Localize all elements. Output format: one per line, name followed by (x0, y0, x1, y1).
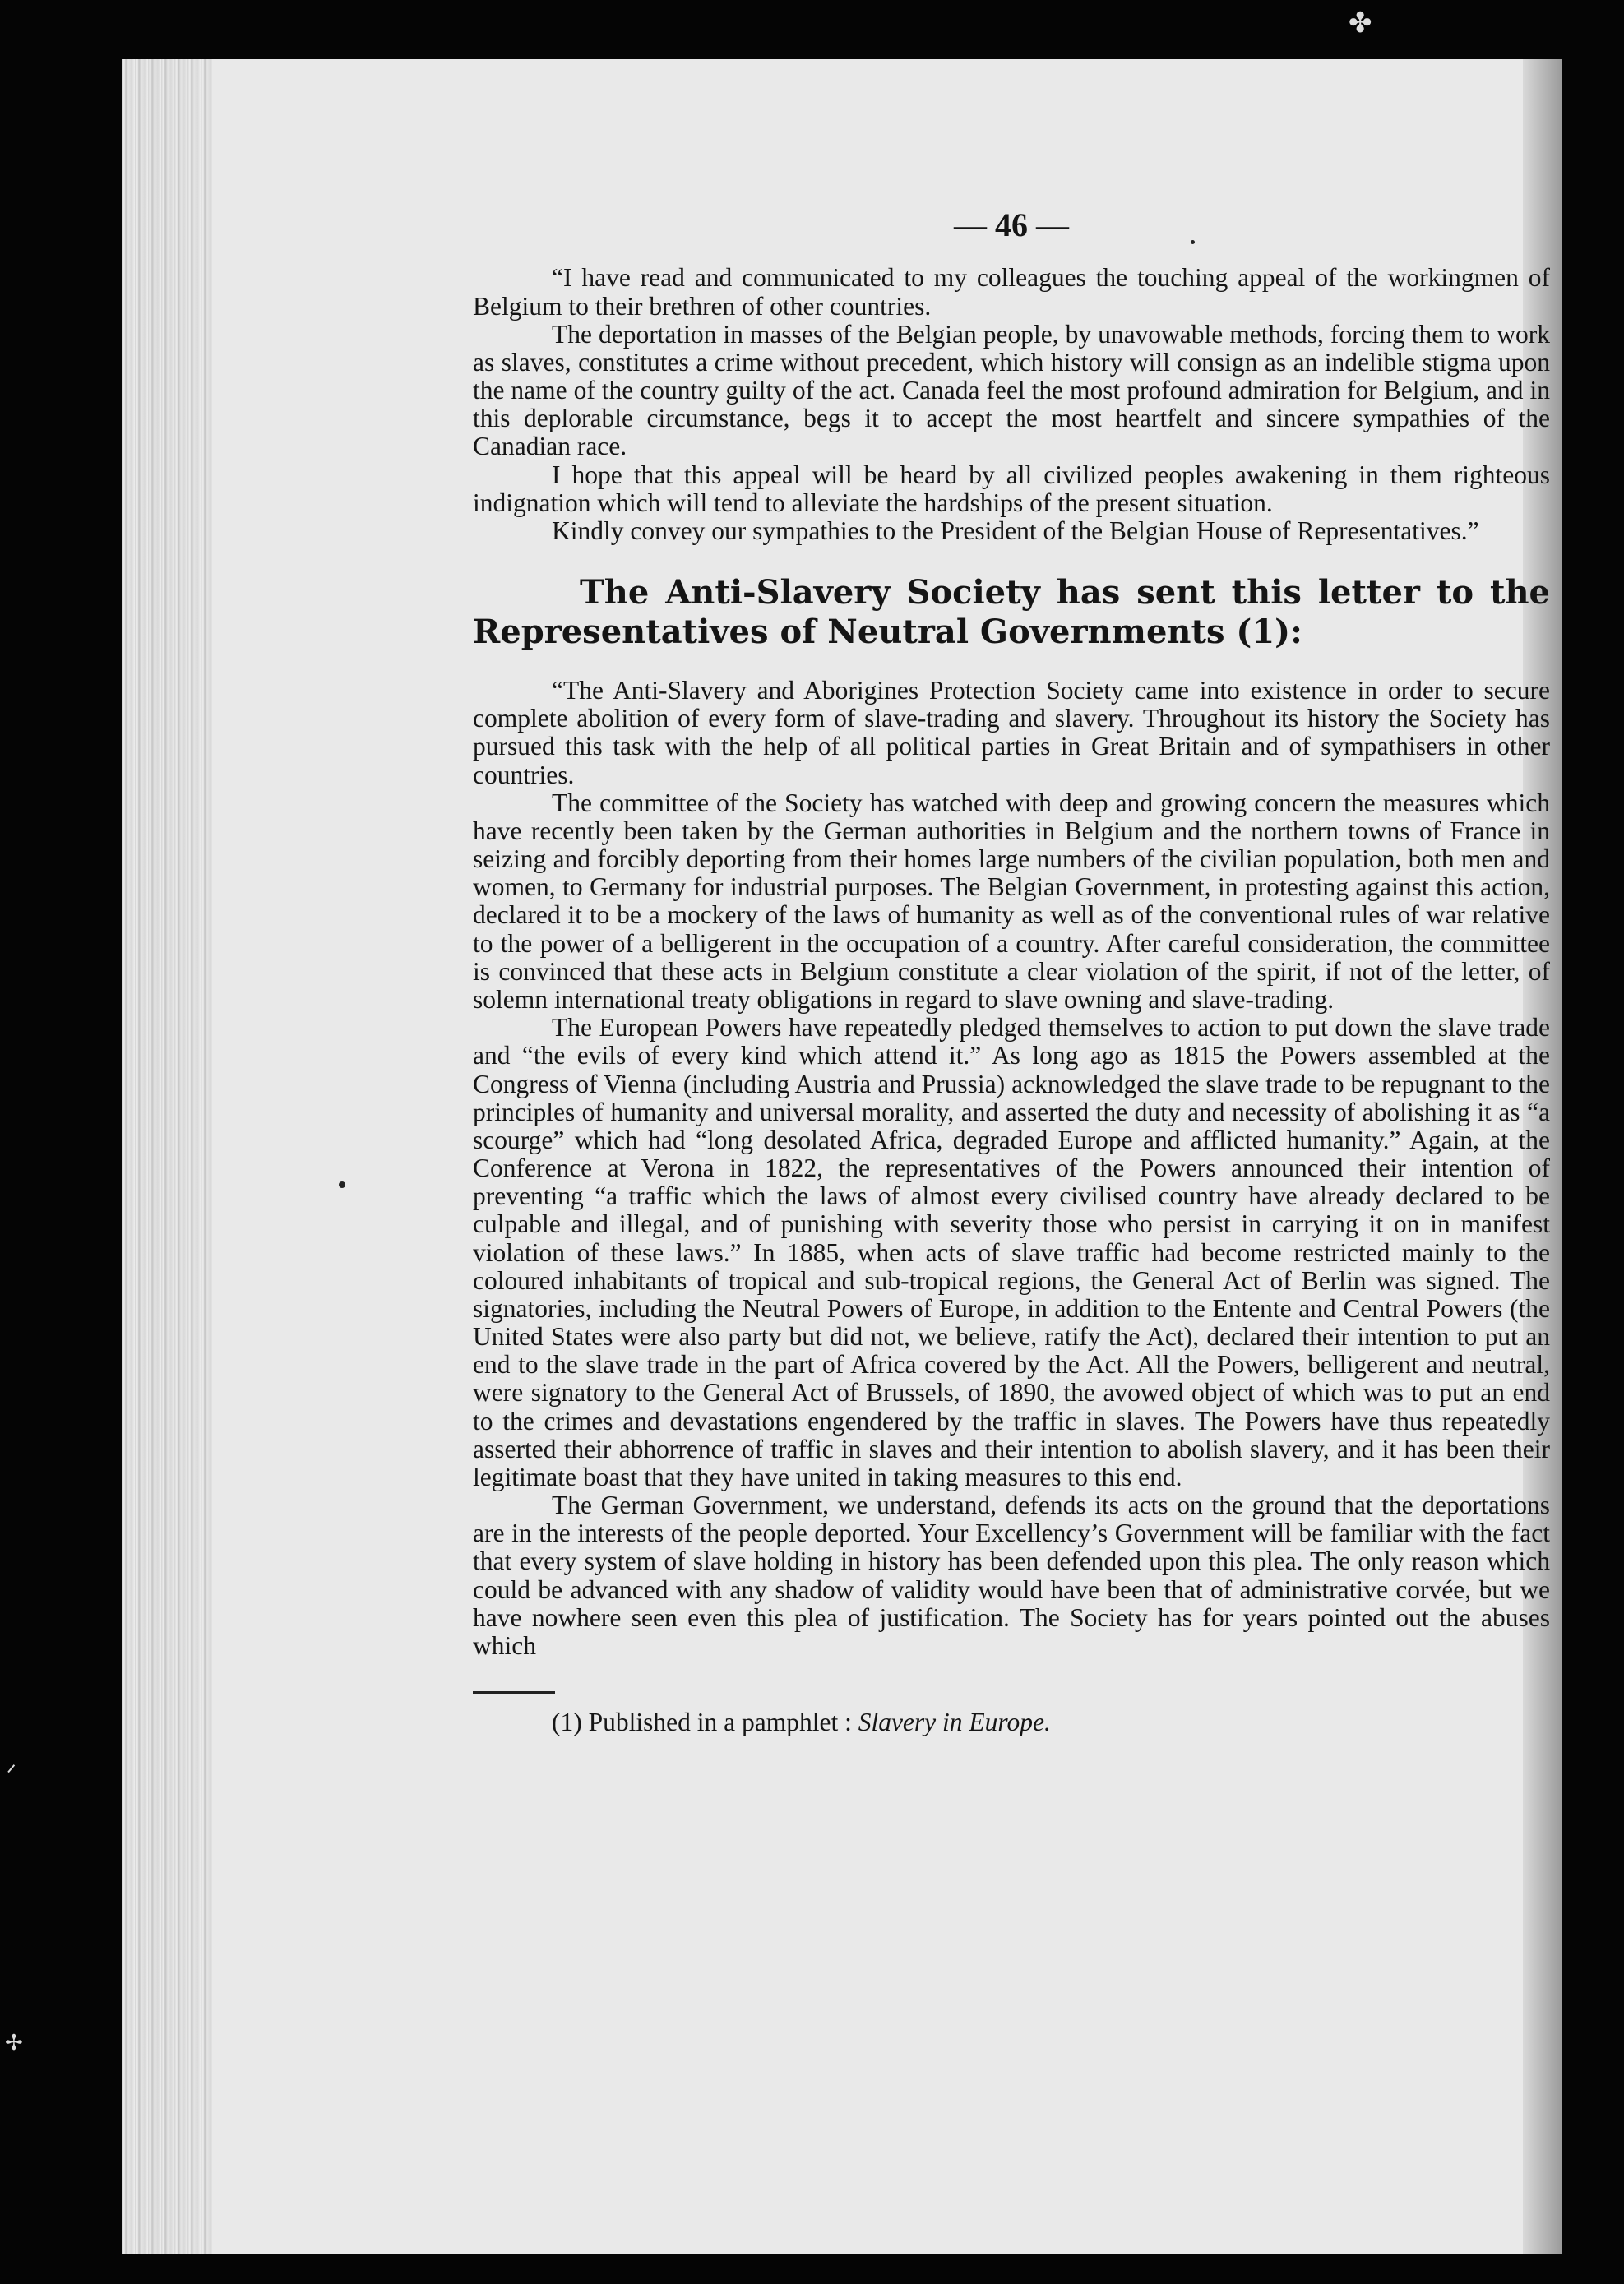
paragraph: Kindly convey our sympathies to the President of the Belgian House of Representatives.” (552, 516, 1479, 545)
scan-artifact-left-bottom: ✢ (5, 2031, 23, 2055)
scan-artifact-left: ᐟ (7, 1759, 16, 1787)
paragraph: “The Anti-Slavery and Aborigines Protection Society came into existence in order to secure complete abolition of every form of slave-trading and slavery. Throughout its history the Society has pursued this task with the help of all political parties in Great Britain and of sympathisers in other countries. (473, 676, 1550, 789)
page-content (473, 207, 1550, 1736)
letter-quote-top (473, 264, 1550, 545)
footnote (473, 1708, 1550, 1736)
paragraph: I hope that this appeal will be heard by all civilized peoples awakening in them righteous indignation which will tend to alleviate the hardships of the present situation. (473, 460, 1550, 517)
scan-edge-left (122, 59, 212, 2254)
scan-artifact-top-right: ✤ (1349, 7, 1372, 39)
scan-speck (339, 1181, 345, 1188)
anti-slavery-letter (473, 677, 1550, 1660)
paragraph: The committee of the Society has watched with deep and growing concern the measures which have recently been taken by the German authorities in Belgium and the northern towns of France in seizing and forcibly deporting from their homes large numbers of the civilian population, both men and women, to Germany for industrial purposes. The Belgian Government, in protesting against this action, declared it to be a mockery of the laws of humanity as well as of the conventional rules of war relative to the power of a belligerent in the occupation of a country. After careful consideration, the committee is convinced that these acts in Belgium constitute a clear violation of the spirit, if not of the letter, of solemn international treaty obligations in regard to slave owning and slave-trading. (473, 788, 1550, 1014)
footnote-title: Slavery in Europe. (858, 1708, 1051, 1737)
footnote-rule (473, 1691, 555, 1694)
paragraph: The German Government, we understand, defends its acts on the ground that the deportations are in the interests of the people deported. Your Excellency’s Government will be familiar with the fact that every system of slave holding in history has been defended upon this plea. The only reason which could be advanced with any shadow of validity would have been that of administrative corvée, but we have nowhere seen even this plea of justification. The Society has for years pointed out the abuses which (473, 1491, 1550, 1660)
section-heading: The Anti-Slavery Society has sent this letter to the Representatives of Neutral Governments (1): (473, 573, 1550, 652)
paragraph: The European Powers have repeatedly pledged themselves to action to put down the slave trade and “the evils of every kind which attend it.” As long ago as 1815 the Powers assembled at the Congress of Vienna (including Austria and Prussia) acknowledged the slave trade to be repugnant to the principles of humanity and universal morality, and asserted the duty and necessity of abolishing it as “a scourge” which had “long desolated Africa, degraded Europe and afflicted humanity.” Again, at the Conference at Verona in 1822, the representatives of the Powers announced their intention of preventing “a traffic which the laws of almost every civilised country have already declared to be culpable and illegal, and of punishing with severity those who persist in carrying it on in manifest violation of these laws.” In 1885, when acts of slave traffic had become restricted mainly to the coloured inhabitants of tropical and sub-tropical regions, the General Act of Berlin was signed. The signatories, including the Neutral Powers of Europe, in addition to the Entente and Central Powers (the United States were also party but did not, we believe, ratify the Act), declared their intention to put an end to the slave trade in the part of Africa covered by the Act. All the Powers, belligerent and neutral, were signatory to the General Act of Brussels, of 1890, the avowed object of which was to put an end to the crimes and devastations engendered by the traffic in slaves. The Powers have thus repeatedly asserted their abhorrence of traffic in slaves and their intention to abolish slavery, and it has been their legitimate boast that they have united in taking measures to this end. (473, 1013, 1550, 1491)
paragraph: “I have read and communicated to my colleagues the touching appeal of the workingmen of Belgium to their brethren of other countries. (473, 263, 1550, 321)
scan-speck (1191, 240, 1195, 244)
paragraph: The deportation in masses of the Belgian people, by unavowable methods, forcing them to work as slaves, constitutes a crime without precedent, which history will consign as an indelible stigma upon the name of the country guilty of the act. Canada feel the most profound admiration for Belgium, and in this deplorable circumstance, begs it to accept the most heartfelt and sincere sympathies of the Canadian race. (473, 319, 1550, 461)
scanned-page (122, 59, 1562, 2254)
page-number: — 46 — (954, 206, 1069, 243)
footnote-prefix: (1) Published in a pamphlet : (552, 1708, 858, 1737)
